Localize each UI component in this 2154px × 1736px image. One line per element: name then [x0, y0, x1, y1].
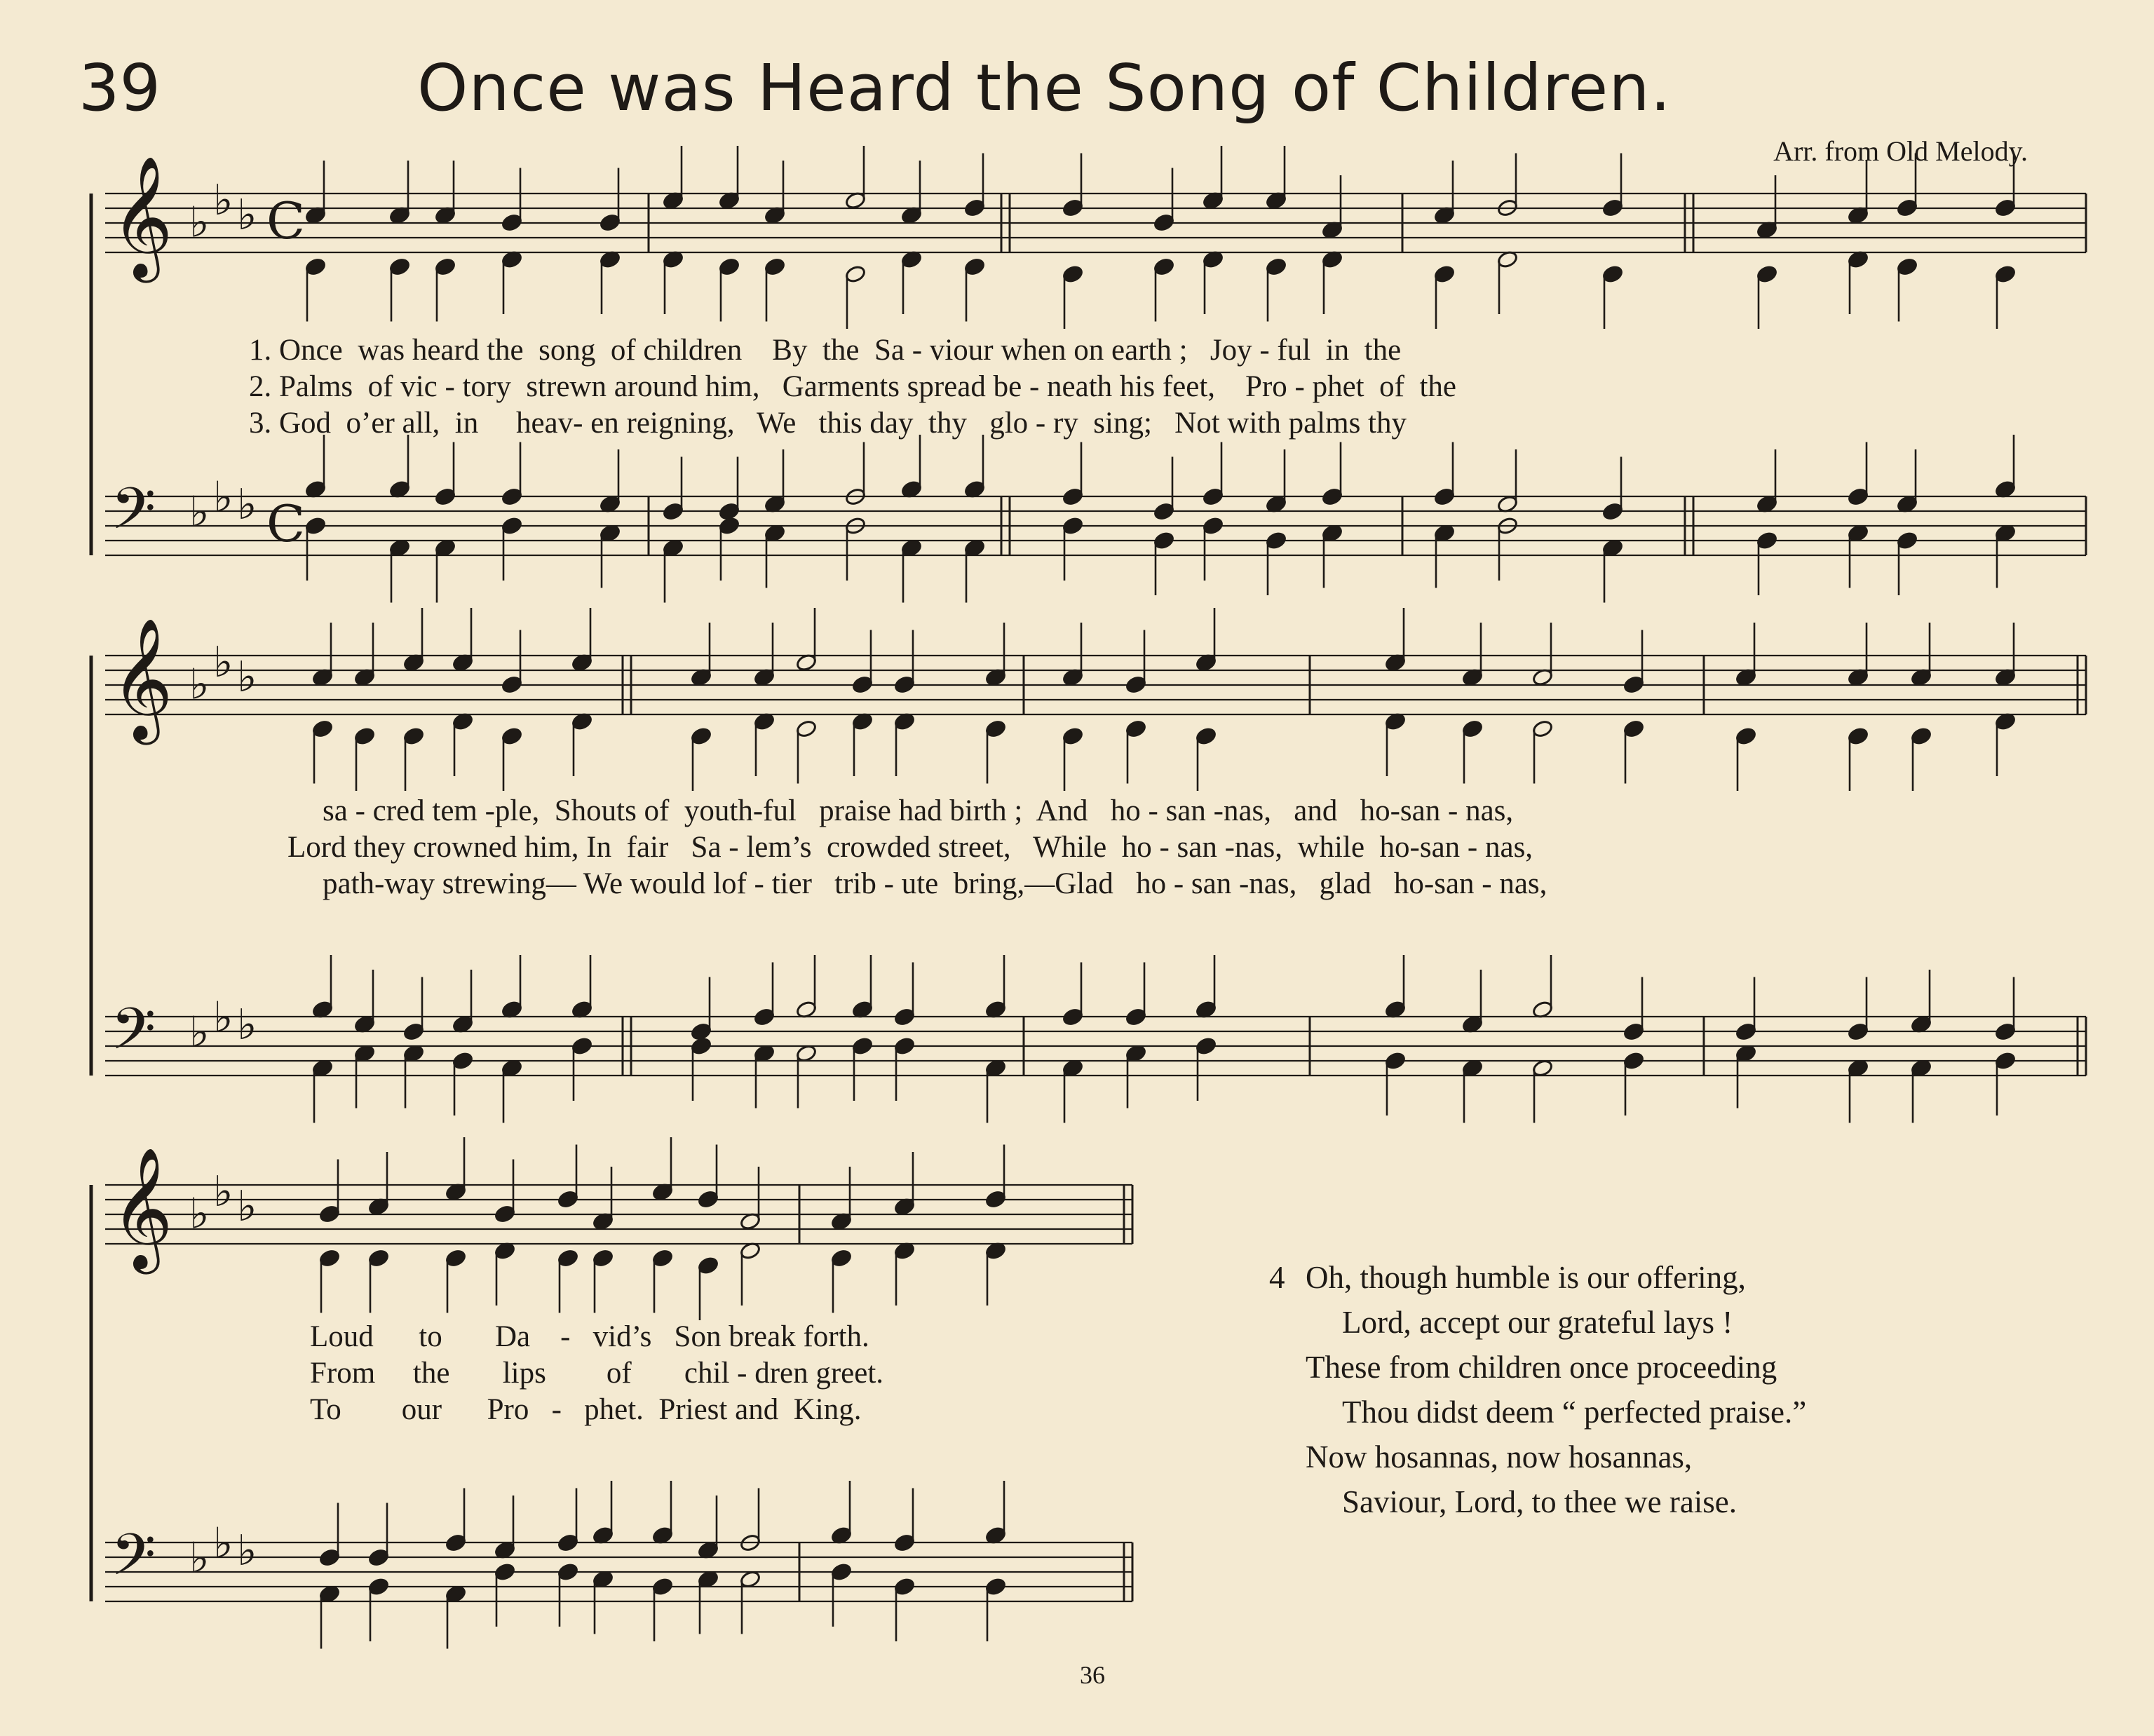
- flat-icon: ♭: [237, 1526, 257, 1575]
- bass-clef-icon: 𝄢: [111, 995, 156, 1077]
- stanza-4-line: [1269, 1255, 1806, 1300]
- lyric-s2-v2: Lord they crowned him, In fair Sa - lem’s crowded street, While ho - san -nas, while ho-san - nas,: [287, 831, 1533, 864]
- flat-icon: ♭: [189, 198, 210, 247]
- hymn-title: Once was Heard the Song of Children.: [417, 50, 1672, 126]
- lyric-s3-v3: To our Pro - phet. Priest and King.: [310, 1393, 862, 1426]
- lyric-s3-v2: From the lips of chil - dren greet.: [310, 1357, 884, 1390]
- flat-icon: ♭: [237, 653, 257, 702]
- stanza-4-line: Lord, accept our grateful lays !: [1342, 1305, 1733, 1340]
- lyric-s1-v3: 3. God o’er all, in heav- en reigning, We this day thy glo - ry sing; Not with palms thy: [249, 407, 1407, 440]
- treble-clef-icon: 𝄞: [111, 156, 173, 278]
- flat-icon: ♭: [213, 176, 233, 225]
- stanza-4-line: Saviour, Lord, to thee we raise.: [1342, 1484, 1738, 1519]
- flat-icon: ♭: [213, 1167, 233, 1216]
- hymn-number: 39: [79, 50, 161, 126]
- lyric-s2-v3: path-way strewing— We would lof - tier trib - ute bring,—Glad ho - san -nas, glad ho-san - nas,: [323, 867, 1547, 900]
- flat-icon: ♭: [213, 993, 233, 1043]
- flat-icon: ♭: [213, 473, 233, 522]
- treble-clef-icon: 𝄞: [111, 618, 173, 740]
- flat-icon: ♭: [237, 191, 257, 240]
- flat-icon: ♭: [237, 1182, 257, 1231]
- flat-icon: ♭: [189, 1189, 210, 1239]
- flat-icon: ♭: [189, 487, 210, 537]
- lyric-s1-v1: 1. Once was heard the song of children By the Sa - viour when on earth ; Joy - ful in the: [249, 334, 1402, 367]
- stanza-4: [1269, 1255, 1806, 1524]
- flat-icon: ♭: [189, 660, 210, 710]
- attribution: Arr. from Old Melody.: [1773, 135, 2028, 167]
- stanza-4-line: These from children once proceeding: [1306, 1350, 1777, 1385]
- stanza-4-number: 4: [1269, 1260, 1285, 1295]
- flat-icon: ♭: [237, 480, 257, 529]
- lyric-s3-v1: Loud to Da - vid’s Son break forth.: [310, 1320, 869, 1353]
- bass-clef-icon: 𝄢: [111, 1521, 156, 1603]
- stanza-4-line: Now hosannas, now hosannas,: [1306, 1439, 1693, 1474]
- stanza-4-line-1: Oh, though humble is our offering,: [1306, 1260, 1746, 1295]
- common-time-icon: C: [266, 494, 306, 553]
- flat-icon: ♭: [237, 1001, 257, 1050]
- lyric-s2-v1: sa - cred tem -ple, Shouts of youth-ful praise had birth ; And ho - san -nas, and ho-san - nas,: [323, 794, 1514, 827]
- bass-clef-icon: 𝄢: [111, 475, 156, 557]
- flat-icon: ♭: [213, 638, 233, 687]
- page-number: 36: [1080, 1661, 1105, 1689]
- flat-icon: ♭: [189, 1008, 210, 1057]
- lyric-s1-v2: 2. Palms of vic - tory strewn around him, Garments spread be - neath his feet, Pro - phet of the: [249, 370, 1456, 403]
- flat-icon: ♭: [213, 1519, 233, 1568]
- stanza-4-line: Thou didst deem “ perfected praise.”: [1342, 1395, 1807, 1430]
- treble-clef-icon: 𝄞: [111, 1147, 173, 1269]
- common-time-icon: C: [266, 191, 306, 250]
- flat-icon: ♭: [189, 1533, 210, 1583]
